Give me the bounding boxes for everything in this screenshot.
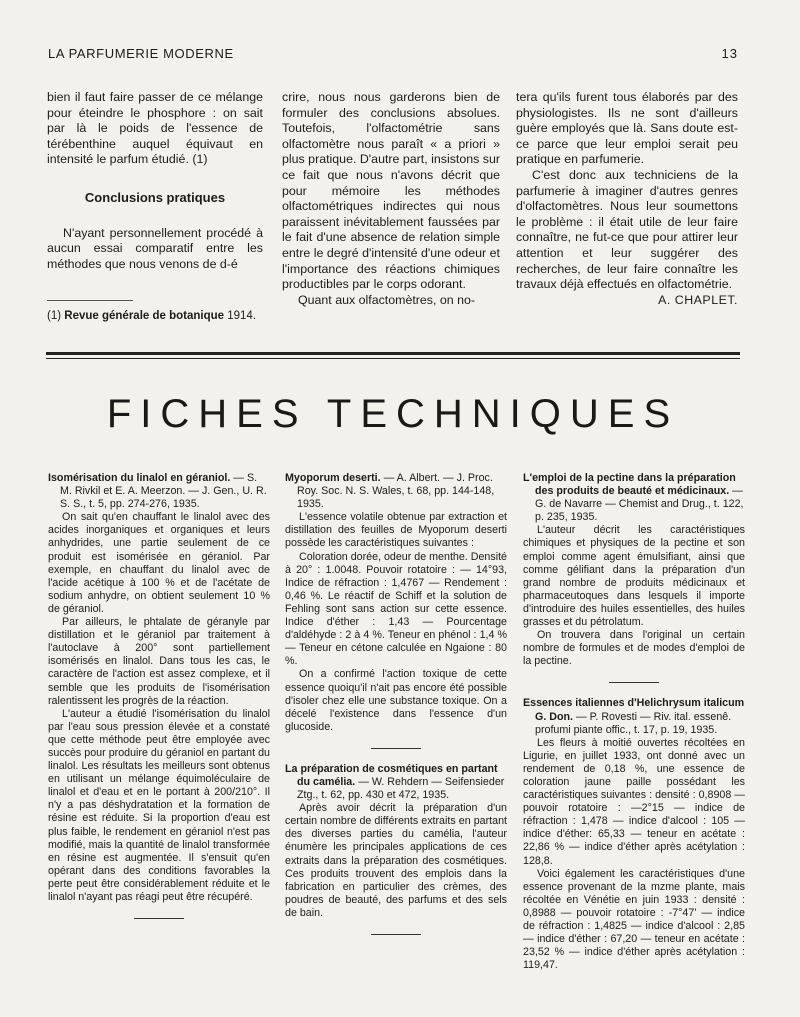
article-column-3 <box>516 90 738 308</box>
entry-title: L'emploi de la pectine dans la préparation des produits de beauté et médicinaux. <box>523 472 736 498</box>
entry-title: Essences italiennes d'Helichrysum italicum G. Don. <box>523 697 745 723</box>
paragraph: Coloration dorée, odeur de menthe. Densité à 20° : 1.0048. Pouvoir rotatoire : — 14°93, Indice de réfraction : 1,4767 — Rendement : 0,46 %. Le réactif de Schiff et la solution de Fehling sont sans action sur cette essence. Indice d'éther : 1,43 — Pourcentage d'aldéhyde : 2 à 4 %. Teneur en phénol : 1,4 % — Teneur en cétone calculée en Ngaione : 80 %. <box>285 550 507 668</box>
paragraph: L'essence volatile obtenue par extraction et distillation des feuilles de Myoporum deserti possède les caractéristiques suivantes : <box>285 511 507 550</box>
entry-divider <box>609 682 659 683</box>
entry-divider <box>371 934 421 935</box>
paragraph: Par ailleurs, le phtalate de géranyle par distillation et le géraniol par traitement à l'autoclave à 200° sont partiellement isomérisés en linalol. Dans tous les cas, le caractère de l'action est assez complexe, et il semble que les produits de l'isomérisation ralentissent les progrès de la réaction. <box>48 616 270 707</box>
paragraph: Quant aux olfactomètres, on no- <box>298 292 476 307</box>
entry-title: Myoporum deserti. <box>285 472 381 484</box>
article-column-1 <box>47 90 263 323</box>
entry-heading <box>285 472 507 511</box>
paragraph: tera qu'ils furent tous élaborés par des physiologistes. Ils ne sont d'ailleurs guère employés que là. Sans doute est-ce parce que leur emploi serait peu pratique en parfumerie. <box>516 90 738 167</box>
entry-heading <box>48 472 270 511</box>
paragraph: On a confirmé l'action toxique de cette essence quoiqu'il n'ait pas encore été possible d'isoler chez elle une substance toxique. On a décelé l'existence dans l'essence d'un glucoside. <box>285 668 507 733</box>
paragraph: L'auteur a étudié l'isomérisation du linalol par l'eau sous pression élevée et a constaté que cette méthode peut être employée avec succès pour produire du géraniol en partant du linalol. Les résultats les meilleurs sont obtenus en utilisant un mélange équimoléculaire de linalol et d'eau et en le portant à 200/210°. Il n'y a pas déshydratation et la formation de résine est réduite. Si la proportion d'eau est plus faible, le rendement en géraniol n'est pas modifié, mais la quantité de linalol transformée en résine est augmentée. Il s'ensuit qu'en opérant dans des conditions favorables la perte peut être considérablement réduite et le linalol n'ayant pas réagi peut être récupéré. <box>48 707 270 903</box>
running-header <box>48 46 738 61</box>
section-divider <box>46 352 740 359</box>
fiches-column-2 <box>285 472 507 949</box>
page-number: 13 <box>721 46 738 61</box>
entry-reference: — S. M. Rivkil et E. A. Meerzon. — J. Gen., U. R. S. S., t. 5, pp. 274-276, 1935. <box>60 472 267 511</box>
author-signature: A. CHAPLET. <box>658 292 738 307</box>
section-heading: Conclusions pratiques <box>84 189 226 205</box>
entry-reference: — P. Rovesti — Riv. ital. essenê. profumi piante offic., t. 17, p. 19, 1935. <box>535 710 732 736</box>
paragraph: bien il faut faire passer de ce mélange pour éteindre le phosphore : on sait par là le poids de l'essence de térébenthine auquel équivaut en intensité le parfum étudié. (1) <box>47 90 263 167</box>
paragraph: C'est donc aux techniciens de la parfumerie à imaginer d'autres genres d'olfactomètres. Nous leur soumettons le problème : il était utile de leur faire connaître, ne fut-ce que pour attirer leur attention et leur suggérer des recherches, de leur faire connaître les travaux déjà effectués en olfactométrie. <box>516 167 738 292</box>
journal-title: LA PARFUMERIE MODERNE <box>48 46 234 61</box>
paragraph: Après avoir décrit la préparation d'un certain nombre de différents extraits en partant des diverses parties du camélia, l'auteur énumère les principales applications de ces extraits dans la préparation des cosmétiques. Ces produits trouvent des emplois dans la fabrication en particulier des crèmes, des poudres de beauté, des parfums et des sels de bain. <box>285 802 507 919</box>
entry-title: Isomérisation du linalol en géraniol. <box>48 472 231 484</box>
paragraph: On sait qu'en chauffant le linalol avec des acides inorganiques et organiques et leurs anhydrides, une partie seulement de ce produit est isomérisée en géraniol. Par exemple, en chauffant du linalol avec de l'acide acétique à 100 % et de l'acétate de sodium anhydre, on obtient seulement 10 % de géraniol. <box>48 511 270 615</box>
entry-heading <box>523 697 745 736</box>
footnote <box>47 309 263 323</box>
entry-title: La préparation de cosmétiques en partant du camélia. <box>285 762 498 788</box>
entry-divider <box>134 918 184 919</box>
footnote-divider <box>47 300 133 301</box>
paragraph: Voici également les caractéristiques d'une essence provenant de la mzme plante, mais récoltée en Vénétie en juin 1933 : densité : 0,8988 — pouvoir rotatoire : -7°47' — indice de réfraction : 1,4825 — indice d'alcool : 2,85 — indice d'éther : 67,20 — teneur en acétate : 23,52 % — indice d'éther après acétylation : 119,47. <box>523 867 745 972</box>
entry-reference: — A. Albert. — J. Proc. Roy. Soc. N. S. Wales, t. 68, pp. 144-148, 1935. <box>297 472 495 511</box>
entry-divider <box>371 748 421 749</box>
section-title: FICHES TECHNIQUES <box>106 392 680 436</box>
paragraph: Les fleurs à moitié ouvertes récoltées en Ligurie, en juillet 1933, ont donné avec un rendement de 0,18 %, une essence de coloration jaune paille possédant les caractéristiques suivantes : densité : 0,8908 — pouvoir rotatoire : —2°15 — indice de réfraction : 1,478 — indice d'alcool : 105 — indice d'éther: 65,33 — teneur en acétate : 22,86 % — indice d'éther après acétylation : 128,8. <box>523 736 745 867</box>
entry-reference: — W. Rehdern — Seifensieder Ztg., t. 62, pp. 430 et 472, 1935. <box>297 775 505 802</box>
article-column-2 <box>282 90 500 308</box>
fiches-column-3 <box>523 472 745 972</box>
fiches-column-1 <box>48 472 270 933</box>
entry-heading <box>523 472 745 524</box>
divider-thin <box>46 358 740 359</box>
paragraph: crire, nous nous garderons bien de formuler des conclusions absolues. Toutefois, l'olfactométrie sans olfactomètre nous paraît « a priori » plus pratique. D'autre part, insistons sur ce fait que nous n'avons décrit que pour mémoire les méthodes olfactométriques indirectes qui nous paraissent inévitablement faussées par le fait d'une absence de relation simple entre le degré d'intensité d'une odeur et l'importance des réactions chimiques productibles par le corps odorant. <box>282 90 500 292</box>
paragraph: L'auteur décrit les caractéristiques chimiques et physiques de la pectine et son emploi comme agent émulsifiant, ainsi que comme gélifiant dans la préparation d'un grand nombre de produits médicinaux et pharmaceutoques dans lesquels il importe d'introduire des huiles essentielles, des huiles grasses et du pétrolatum. <box>523 524 745 629</box>
paragraph: On trouvera dans l'original un certain nombre de formules et de modes d'emploi de la pectine. <box>523 629 745 668</box>
entry-heading <box>285 763 507 802</box>
footnote-year: 1914. <box>227 310 257 323</box>
footnote-title: Revue générale de botanique <box>64 310 225 323</box>
footnote-marker: (1) <box>47 310 62 323</box>
entry-reference: — G. de Navarre — Chemist and Drug., t. 122, p. 235, 1935. <box>535 485 744 524</box>
paragraph: N'ayant personnellement procédé à aucun essai comparatif entre les méthodes que nous venons de d-é <box>47 225 263 271</box>
